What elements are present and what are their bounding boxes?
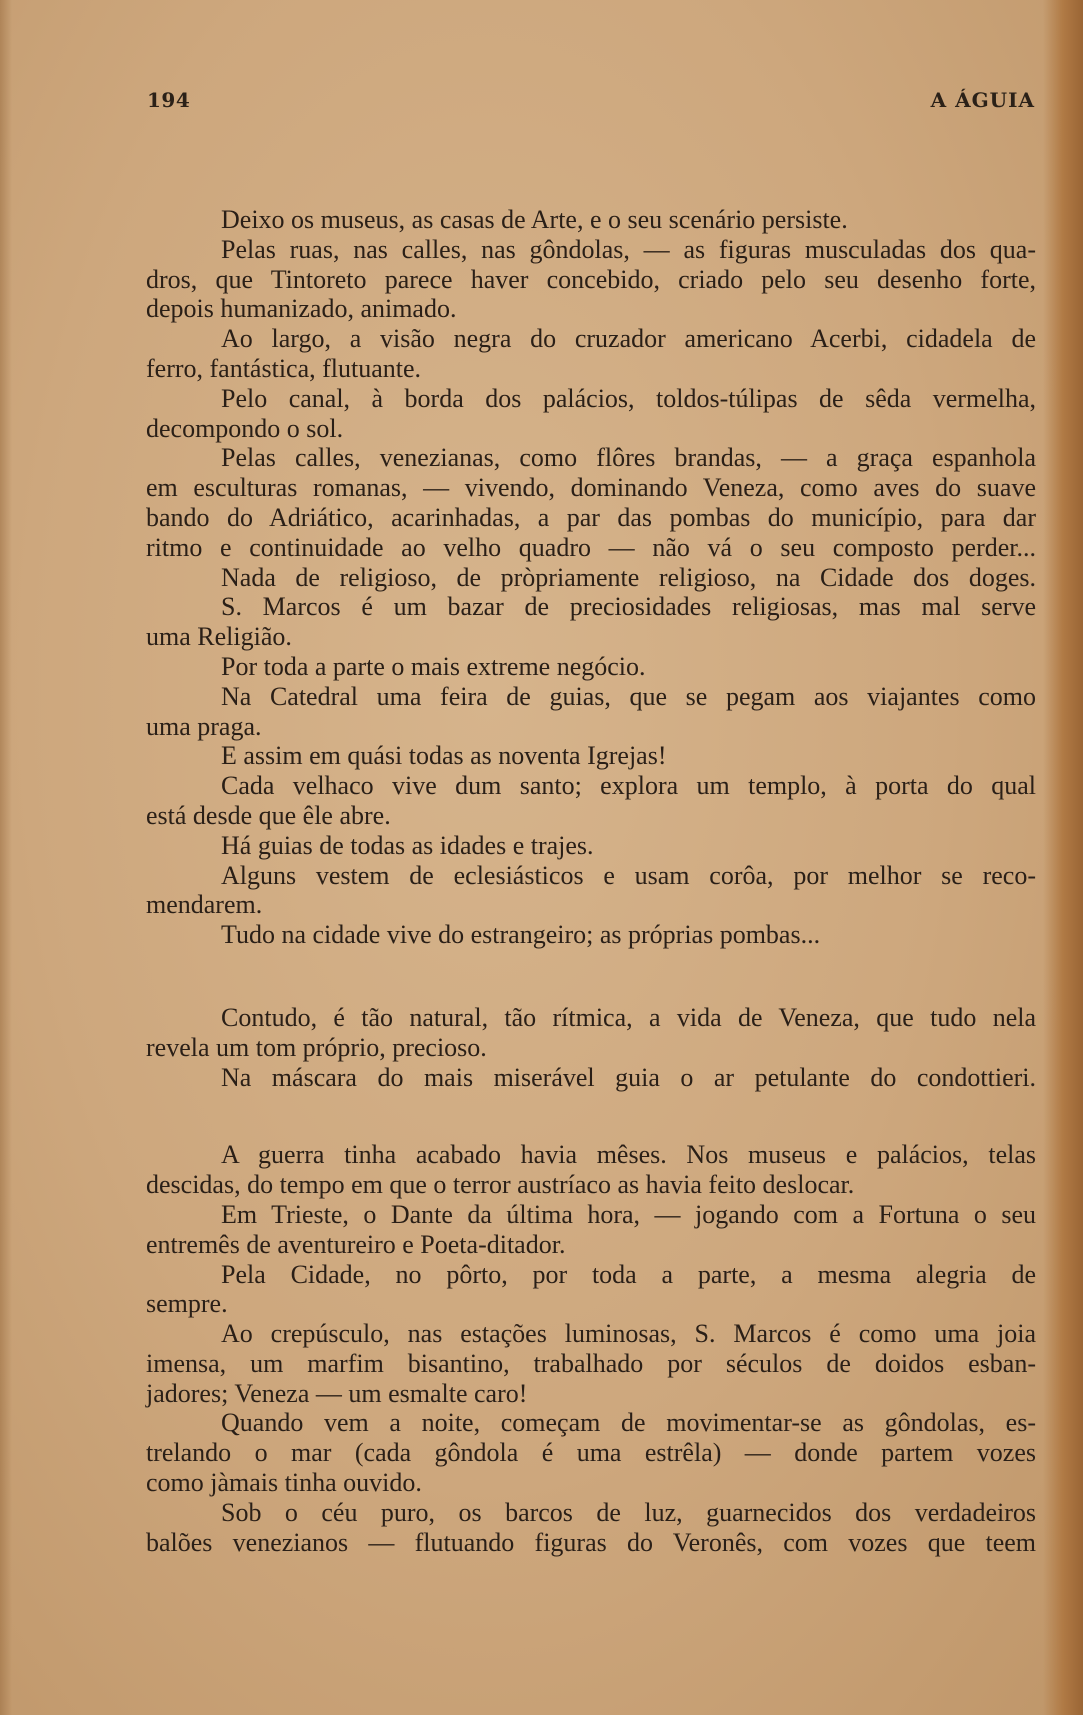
text-line: sempre. [146,1289,228,1319]
body-text [146,205,1036,1557]
text-line: jadores; Veneza — um esmalte caro! [146,1378,528,1408]
text-line: ferro, fantástica, flutuante. [146,353,422,383]
text-line: uma praga. [146,711,262,741]
text-line: Em Trieste, o Dante da última hora, — jogando com a Fortuna o seu [221,1199,1036,1229]
paragraph-group-2 [146,1003,1036,1092]
text-line: Pelas ruas, nas calles, nas gôndolas, — as figuras musculadas dos qua- [221,234,1036,264]
text-line: Ao largo, a visão negra do cruzador americano Acerbi, cidadela de [221,324,1036,354]
text-line: S. Marcos é um bazar de preciosidades religiosas, mas mal serve [221,592,1036,622]
text-line: Tudo na cidade vive do estrangeiro; as próprias pombas... [221,920,821,950]
text-line: imensa, um marfim bisantino, trabalhado por séculos de doidos esban- [146,1348,1036,1378]
text-line: mendarem. [146,890,263,920]
section-break [146,1092,1036,1140]
page-left-edge-shadow [0,0,12,1715]
page-right-edge-shadow [1043,0,1083,1715]
text-line: entremês de aventureiro e Poeta-ditador. [146,1229,566,1259]
text-line: em esculturas romanas, — vivendo, dominando Veneza, como aves do suave [146,473,1036,503]
text-line: A guerra tinha acabado havia mêses. Nos museus e palácios, telas [221,1140,1036,1170]
section-break [146,950,1036,1003]
text-line: decompondo o sol. [146,413,344,443]
text-line: uma Religião. [146,622,292,652]
running-title: A ÁGUIA [930,88,1035,112]
paragraph-group-1 [146,205,1036,950]
text-line: revela um tom próprio, precioso. [146,1032,487,1062]
text-line: como jàmais tinha ouvido. [146,1468,422,1498]
paragraph-group-3 [146,1140,1036,1557]
text-line: Deixo os museus, as casas de Arte, e o seu scenário persiste. [221,205,848,234]
text-line: Pelas calles, venezianas, como flôres brandas, — a graça espanhola [221,443,1036,473]
text-line: Contudo, é tão natural, tão rítmica, a vida de Veneza, que tudo nela [221,1002,1036,1032]
text-line: Na máscara do mais miserável guia o ar petulante do condottieri. [221,1062,1036,1092]
text-line: Há guias de todas as idades e trajes. [221,830,594,860]
text-line: Pela Cidade, no pôrto, por toda a parte, a mesma alegria de [221,1259,1036,1289]
text-line: Sob o céu puro, os barcos de luz, guarnecidos dos verdadeiros [221,1497,1036,1527]
page-number: 194 [147,88,191,112]
text-line: trelando o mar (cada gôndola é uma estrêla) — donde partem vozes [146,1438,1036,1468]
text-line: Nada de religioso, de pròpriamente religioso, na Cidade dos doges. [221,562,1036,592]
text-line: depois humanizado, animado. [146,294,457,324]
text-line: Por toda a parte o mais extreme negócio. [221,651,646,681]
text-line: Cada velhaco vive dum santo; explora um templo, à porta do qual [221,771,1036,801]
text-line: Pelo canal, à borda dos palácios, toldos-túlipas de sêda vermelha, [221,383,1036,413]
text-line: balões venezianos — flutuando figuras do Veronês, com vozes que teem [146,1527,1036,1557]
text-line: Na Catedral uma feira de guias, que se pegam aos viajantes como [221,681,1036,711]
text-line: Alguns vestem de eclesiásticos e usam corôa, por melhor se reco- [221,860,1036,890]
text-line: descidas, do tempo em que o terror austríaco as havia feito deslocar. [146,1170,855,1200]
page-header [147,88,1035,118]
text-line: ritmo e continuidade ao velho quadro — não vá o seu composto perder... [146,532,1036,562]
text-line: Ao crepúsculo, nas estações luminosas, S. Marcos é como uma joia [221,1319,1036,1349]
text-line: está desde que êle abre. [146,800,391,830]
text-line: dros, que Tintoreto parece haver concebido, criado pelo seu desenho forte, [146,264,1036,294]
text-line: E assim em quási todas as noventa Igrejas! [221,741,667,771]
text-line: bando do Adriático, acarinhadas, a par das pombas do município, para dar [146,502,1036,532]
text-line: Quando vem a noite, começam de movimentar-se as gôndolas, es- [221,1408,1036,1438]
